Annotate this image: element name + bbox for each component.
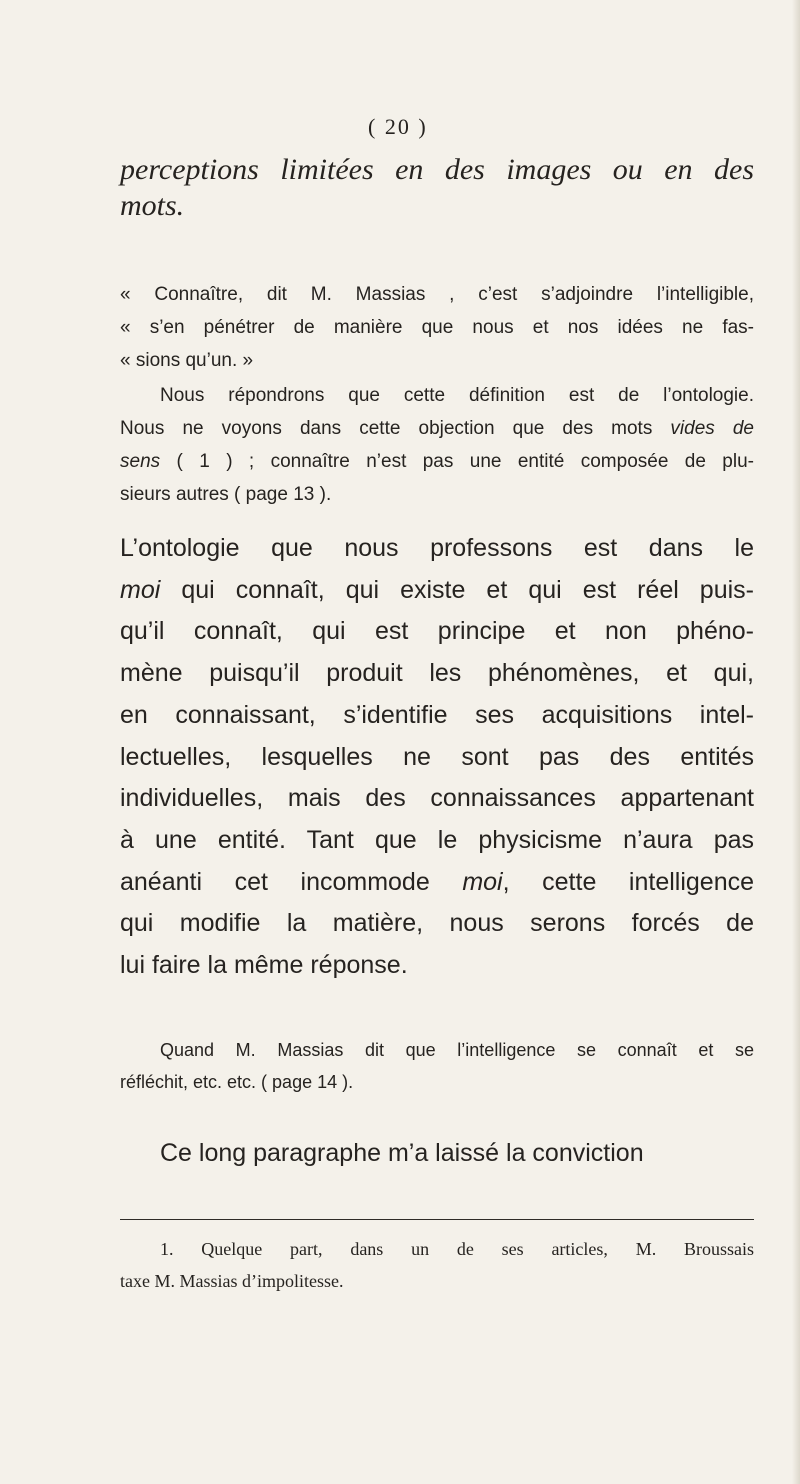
text-line: Quand M. Massias dit que l’intelligence se connaît et se [160,1040,754,1060]
text-run: Nous ne voyons dans cette objection que des mots [120,418,671,439]
text-line: qui modifie la matière, nous serons forcés de [120,909,754,938]
text-line: « Connaître, dit M. Massias , c’est s’adjoindre l’intelligible, [120,284,754,305]
text-line: mène puisqu’il produit les phénomènes, et qui, [120,659,754,688]
text-line: réfléchit, etc. etc. ( page 14 ). [120,1072,354,1092]
text-line [120,445,754,478]
italic-run: moi [462,867,503,896]
page-edge-shadow [792,0,800,1484]
footnote [120,1233,754,1297]
text-run: qui connaît, qui existe et qui est réel puis- [160,575,754,604]
italic-run: vides de [670,418,754,439]
text-line: Nous répondrons que cette définition est de l’ontologie. [160,385,754,406]
footnote-divider [120,1219,754,1220]
text-line: 1. Quelque part, dans un de ses articles, M. Broussais [160,1239,754,1259]
text-line: L’ontologie que nous professons est dans le [120,534,754,562]
ontology-paragraph [120,528,754,987]
text-line: qu’il connaît, qui est principe et non phéno- [120,617,754,646]
continuation-text [120,152,754,224]
text-line: « sions qu’un. » [120,350,254,371]
text-line [120,862,754,904]
italic-run: moi [120,575,161,604]
text-line: en connaissant, s’identifie ses acquisitions intel- [120,700,754,729]
text-line: à une entité. Tant que le physicisme n’aura pas [120,825,754,854]
text-line: individuelles, mais des connaissances appartenant [120,784,754,813]
text-line [120,412,754,445]
text-line: taxe M. Massias d’impolitesse. [120,1271,344,1291]
page-number: ( 20 ) [368,114,428,139]
massias-quote [120,278,754,377]
text-line [120,570,754,612]
text-line: lui faire la même réponse. [120,951,408,980]
text-line: lectuelles, lesquelles ne sont pas des entités [120,742,754,771]
text-line: perceptions limitées en des images ou en des [120,153,754,186]
text-line: Ce long paragraphe m’a laissé la conviction [160,1139,644,1167]
objection-paragraph [120,379,754,511]
text-line: mots. [120,189,185,222]
quand-paragraph [120,1034,754,1098]
text-run: ( 1 ) ; connaître n’est pas une entité composée de plu- [160,451,754,472]
text-run: anéanti cet incommode [120,867,463,896]
text-line: « s’en pénétrer de manière que nous et nos idées ne fas- [120,317,754,338]
conclusion-paragraph [120,1133,754,1173]
text-run: , cette intelligence [502,867,755,896]
italic-run: sens [120,451,161,472]
text-line: sieurs autres ( page 13 ). [120,484,332,505]
